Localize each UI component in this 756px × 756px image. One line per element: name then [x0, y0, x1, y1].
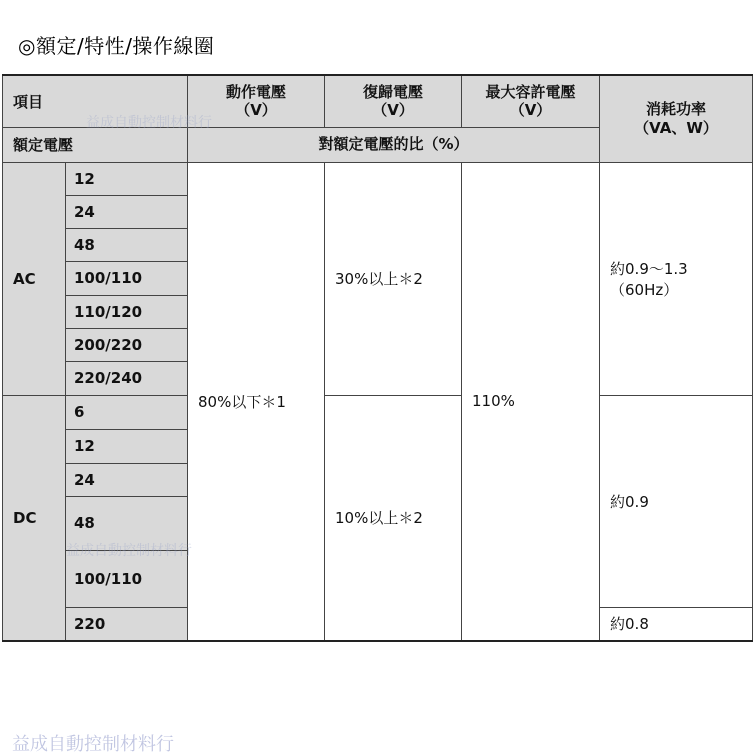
ac-voltage: 220/240 [66, 361, 188, 395]
header-release-voltage-unit: （V） [372, 101, 414, 120]
header-rated-voltage: 額定電壓 [3, 127, 188, 162]
group-dc: DC [3, 395, 66, 641]
dc-power-220-value: 約0.8 [600, 607, 753, 641]
spec-table [2, 74, 753, 642]
max-allowable-value: 110% [462, 162, 600, 641]
ac-power-line-1: 約0.9～1.3 [610, 259, 688, 278]
header-operate-voltage-unit: （V） [235, 101, 277, 120]
watermark: 益成自動控制材料行 [66, 543, 192, 559]
header-power [600, 75, 753, 162]
dc-voltage: 220 [66, 607, 188, 641]
header-release-voltage-label: 復歸電壓 [363, 82, 424, 101]
dc-voltage: 6 [66, 395, 188, 429]
header-operate-voltage [188, 75, 325, 127]
dc-power-value: 約0.9 [600, 395, 753, 607]
ac-voltage: 110/120 [66, 295, 188, 328]
ac-voltage: 48 [66, 228, 188, 261]
header-max-allowable [462, 75, 600, 127]
dc-voltage: 100/110 [66, 550, 188, 607]
header-power-unit: （VA、W） [634, 118, 718, 137]
ac-power-value [600, 162, 753, 395]
header-max-allowable-label: 最大容許電壓 [485, 82, 576, 101]
ac-release-value: 30%以上＊2 [325, 162, 462, 395]
dc-voltage: 48 [66, 496, 188, 550]
ac-voltage: 12 [66, 162, 188, 195]
ac-power-line-2: （60Hz） [610, 280, 679, 299]
operate-value: 80%以下＊1 [188, 162, 325, 641]
header-release-voltage [325, 75, 462, 127]
ac-voltage: 100/110 [66, 261, 188, 295]
ac-voltage: 200/220 [66, 328, 188, 361]
ac-voltage: 24 [66, 195, 188, 228]
header-ratio: 對額定電壓的比（%） [188, 127, 600, 162]
header-item: 項目 [3, 75, 188, 127]
group-ac: AC [3, 162, 66, 395]
header-power-label: 消耗功率 [646, 100, 707, 118]
header-max-allowable-unit: （V） [509, 101, 552, 120]
header-operate-voltage-label: 動作電壓 [226, 82, 287, 101]
dc-voltage: 12 [66, 429, 188, 463]
dc-release-value: 10%以上＊2 [325, 395, 462, 641]
watermark: 益成自動控制材料行 [12, 734, 174, 755]
page-title: ◎額定/特性/操作線圈 [18, 34, 215, 58]
watermark: 益成自動控制材料行 [86, 115, 212, 131]
dc-voltage: 24 [66, 463, 188, 496]
